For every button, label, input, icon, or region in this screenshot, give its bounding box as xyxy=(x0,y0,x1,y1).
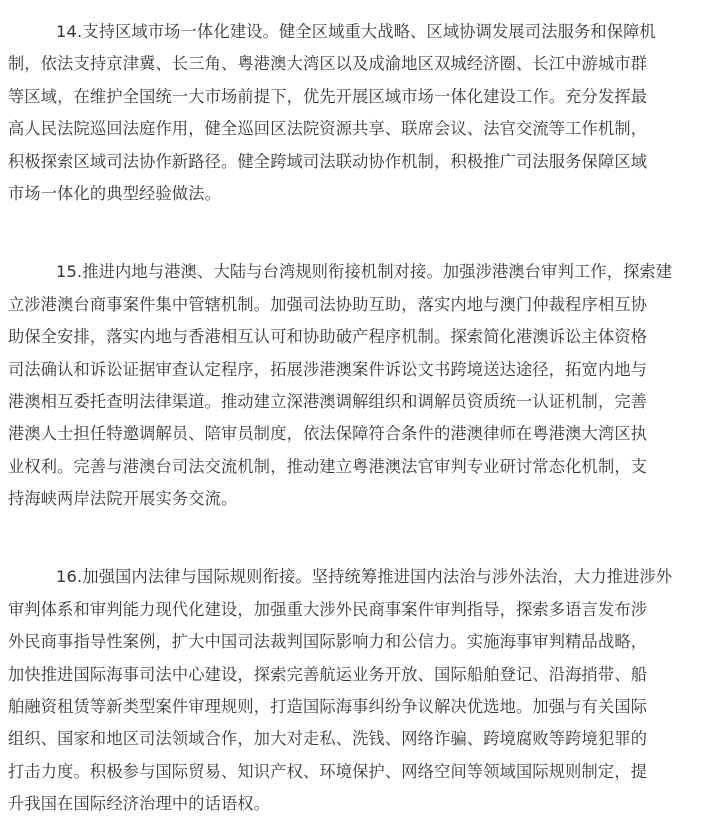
text-line: 港澳人士担任特邀调解员、陪审员制度，依法保障符合条件的港澳律师在粤港澳大湾区执 xyxy=(8,424,648,444)
paragraph-16 xyxy=(8,561,688,820)
text-line: 港澳相互委托查明法律渠道。推动建立深港澳调解组织和调解员资质统一认证机制，完善 xyxy=(8,391,648,411)
text-line: 打击力度。积极参与国际贸易、知识产权、环境保护、网络空间等领域国际规则制定，提 xyxy=(8,761,648,781)
text-line: 积极探索区域司法协作新路径。健全跨域司法联动协作机制，积极推广司法服务保障区域 xyxy=(8,151,648,171)
paragraph-spacer xyxy=(8,515,704,561)
text-line: 业权利。完善与港澳台司法交流机制，推动建立粤港澳法官审判专业研讨常态化机制，支 xyxy=(8,456,648,476)
text-line: 立涉港澳台商事案件集中管辖机制。加强司法协助互助，落实内地与澳门仲裁程序相互协 xyxy=(8,294,648,314)
text-line: 16.加强国内法律与国际规则衔接。坚持统筹推进国内法治与涉外法治，大力推进涉外 xyxy=(56,567,673,587)
text-line: 审判体系和审判能力现代化建设，加强重大涉外民商事案件审判指导，探索多语言发布涉 xyxy=(8,599,648,619)
text-line: 司法确认和诉讼证据审查认定程序，拓展涉港澳案件诉讼文书跨境送达途径，拓宽内地与 xyxy=(8,359,648,379)
text-line: 市场一体化的典型经验做法。 xyxy=(8,183,222,203)
paragraph-spacer xyxy=(8,210,704,256)
text-line: 外民商事指导性案例，扩大中国司法裁判国际影响力和公信力。实施海事审判精品战略， xyxy=(8,632,648,652)
text-line: 14.支持区域市场一体化建设。健全区域重大战略、区域协调发展司法服务和保障机 xyxy=(56,22,656,41)
text-line: 高人民法院巡回法庭作用，健全巡回区法院资源共享、联席会议、法官交流等工作机制， xyxy=(8,119,648,139)
text-line: 加快推进国际海事司法中心建设，探索完善航运业务开放、国际船舶登记、沿海捎带、船 xyxy=(8,664,648,684)
paragraph-14 xyxy=(8,16,688,210)
text-line: 助保全安排，落实内地与香港相互认可和协助破产程序机制。探索简化港澳诉讼主体资格 xyxy=(8,327,648,347)
paragraph-15 xyxy=(8,256,688,515)
text-line: 舶融资租赁等新类型案件审理规则，打造国际海事纠纷争议解决优选地。加强与有关国际 xyxy=(8,697,648,717)
text-line: 组织、国家和地区司法领域合作，加大对走私、洗钱、网络诈骗、跨境腐败等跨境犯罪的 xyxy=(8,729,648,749)
text-line: 等区域，在维护全国统一大市场前提下，优先开展区域市场一体化建设工作。充分发挥最 xyxy=(8,86,648,106)
text-line: 升我国在国际经济治理中的话语权。 xyxy=(8,794,271,814)
text-line: 持海峡两岸法院开展实务交流。 xyxy=(8,489,238,509)
text-line: 制，依法支持京津冀、长三角、粤港澳大湾区以及成渝地区双城经济圈、长江中游城市群 xyxy=(8,54,648,74)
text-line: 15.推进内地与港澳、大陆与台湾规则衔接机制对接。加强涉港澳台审判工作，探索建 xyxy=(56,262,673,282)
